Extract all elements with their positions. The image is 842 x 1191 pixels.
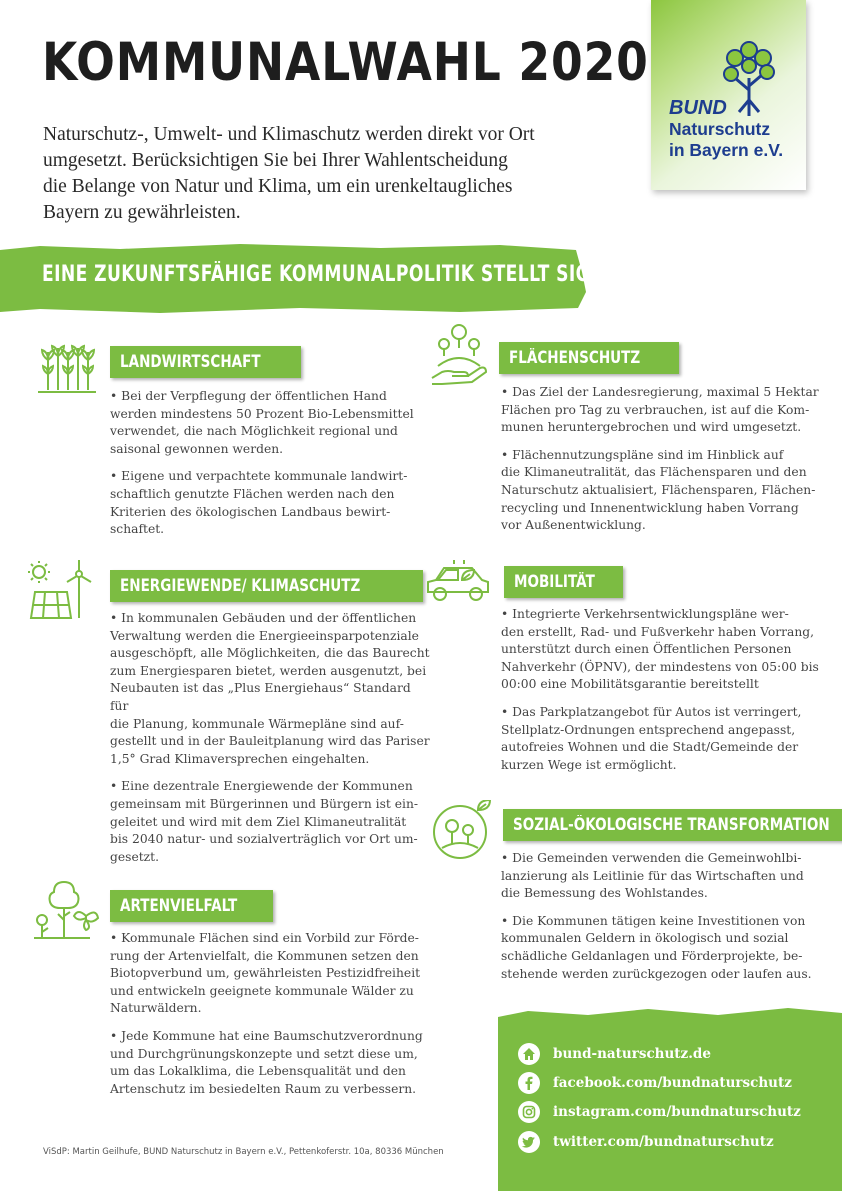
section-body	[501, 850, 831, 993]
intro-line: die Belange von Natur und Klima, um ein urenkeltaugliches	[43, 176, 513, 197]
section-artenvielfalt	[30, 878, 423, 1118]
social-link-twitter[interactable]	[518, 1131, 774, 1153]
section-title: ENERGIEWENDE/ KLIMASCHUTZ	[110, 570, 423, 602]
section-title: LANDWIRTSCHAFT	[110, 346, 301, 378]
social-links-box	[498, 1003, 842, 1191]
social-link-website[interactable]	[518, 1043, 711, 1065]
intro-line: umgesetzt. Berücksichtigen Sie bei Ihrer Wahlentscheidung	[43, 150, 508, 171]
section-flaechenschutz	[428, 322, 828, 542]
headline-banner	[0, 242, 637, 314]
logo-line: BUND	[669, 97, 727, 119]
section-energiewende	[27, 560, 430, 864]
section-body	[501, 384, 821, 545]
banner-text: EINE ZUKUNFTSFÄHIGE KOMMUNALPOLITIK STELLT SICHER:	[42, 262, 637, 287]
social-box-shape	[498, 1003, 842, 1191]
intro-line: Bayern zu gewährleisten.	[43, 202, 241, 223]
hand-holding-land-icon	[428, 322, 490, 388]
twitter-icon	[518, 1131, 540, 1153]
imprint-text: ViSdP: Martin Geilhufe, BUND Naturschutz in Bayern e.V., Pettenkoferstr. 10a, 80336 München	[43, 1147, 444, 1157]
bullet-paragraph: • Eine dezentrale Energiewende der Kommunen gemeinsam mit Bürgerinnen und Bürgern ist ein- geleitet und wird mit dem Ziel Klimaneutralität bis 2040 natur- und sozialverträglich vor Ort um- gesetzt.	[110, 779, 419, 864]
social-link-facebook[interactable]	[518, 1072, 792, 1094]
eco-car-icon	[424, 558, 492, 608]
section-body	[110, 610, 430, 876]
logo-line: in Bayern e.V.	[669, 140, 784, 160]
bullet-paragraph: • Das Ziel der Landesregierung, maximal 5 Hektar Flächen pro Tag zu verbrauchen, ist auf die Kom- munen heruntergebrochen und wird umgesetzt.	[501, 385, 819, 435]
bullet-paragraph: • Jede Kommune hat eine Baumschutzverordnung und Durchgrünungskonzepte und setzt diese um, um das Lokalklima, die Lebensqualität und den Artenschutz im besiedelten Raum zu verbessern.	[110, 1028, 423, 1096]
social-link-instagram[interactable]	[518, 1101, 801, 1123]
facebook-icon	[518, 1072, 540, 1094]
logo-wordmark	[669, 98, 783, 161]
bund-logo	[651, 0, 806, 190]
social-link-text: bund-naturschutz.de	[553, 1046, 711, 1062]
home-icon	[518, 1043, 540, 1065]
social-link-text: instagram.com/bundnaturschutz	[553, 1104, 801, 1120]
section-title: FLÄCHENSCHUTZ	[499, 342, 679, 374]
bullet-paragraph: • Eigene und verpachtete kommunale landwirt- schaftlich genutzte Flächen werden nach den Kriterien des ökologischen Landbaus bewirt- schaftet.	[110, 469, 408, 537]
logo-line: Naturschutz	[669, 119, 771, 139]
bullet-paragraph: • Flächennutzungspläne sind im Hinblick auf die Klimaneutralität, das Flächensparen und den Naturschutz aktualisiert, Flächensparen, Flächen- recycling und Innenentwicklung haben Vorrang vor Außenentwicklung.	[501, 447, 816, 533]
section-sozial	[430, 800, 835, 1000]
crops-icon	[36, 340, 98, 396]
bullet-paragraph: • Bei der Verpflegung der öffentlichen Hand werden mindestens 50 Prozent Bio-Lebensmittel verwendet, die nach Möglichkeit regional und saisonal gewonnen werden.	[110, 389, 414, 456]
section-body	[501, 606, 821, 784]
section-body	[110, 930, 430, 1108]
page-title: KOMMUNALWAHL 2020	[42, 32, 649, 93]
section-title: SOZIAL-ÖKOLOGISCHE TRANSFORMATION	[503, 809, 842, 841]
section-mobilitaet	[424, 558, 824, 788]
eco-globe-icon	[430, 800, 494, 864]
intro-text	[43, 122, 643, 226]
section-title: ARTENVIELFALT	[110, 890, 273, 922]
bullet-paragraph: • Die Gemeinden verwenden die Gemeinwohlbi- lanzierung als Leitlinie für das Wirtschaften und die Bemessung des Wohlstandes.	[501, 851, 804, 901]
bullet-paragraph: • In kommunalen Gebäuden und der öffentlichen Verwaltung werden die Energieeinsparpotenziale ausgeschöpft, alle Möglichkeiten, die das Baurecht zum Energiesparen bietet, werden ausgenutzt, bei Neubauten ist das „Plus Energiehaus“ Standard für die Planung, kommunale Wärmepläne sind auf- gestellt und in der Bauleitplanung wird das Pariser 1,5° Grad Klimaversprechen eingehalten.	[110, 611, 430, 766]
bullet-paragraph: • Kommunale Flächen sind ein Vorbild zur Förde- rung der Artenvielfalt, die Kommunen setzen den Biotopverbund um, gewährleisten Pestizidfreiheit und entwickeln geeignete kommunale Wälder zu Naturwäldern.	[110, 931, 421, 1016]
section-landwirtschaft	[36, 340, 416, 550]
social-link-text: facebook.com/bundnaturschutz	[553, 1075, 792, 1091]
bullet-paragraph: • Die Kommunen tätigen keine Investitionen von kommunalen Geldern in ökologisch und sozial schädliche Geldanlagen und Förderprojekte, be- stehende werden zurückgezogen oder laufen aus.	[501, 913, 812, 981]
tree-butterfly-icon	[30, 878, 102, 942]
intro-line: Naturschutz-, Umwelt- und Klimaschutz werden direkt vor Ort	[43, 124, 535, 145]
bullet-paragraph: • Integrierte Verkehrsentwicklungspläne wer- den erstellt, Rad- und Fußverkehr haben Vorrang, unterstützt durch einen Öffentlichen Personen Nahverkehr (ÖPNV), der mindestens von 05:00 bis 00:00 eine Mobilitätsgarantie bereitstellt	[501, 607, 819, 692]
section-title: MOBILITÄT	[504, 566, 623, 598]
section-body	[110, 388, 420, 549]
social-link-text: twitter.com/bundnaturschutz	[553, 1134, 774, 1150]
solar-wind-icon	[27, 560, 99, 620]
bullet-paragraph: • Das Parkplatzangebot für Autos ist verringert, Stellplatz-Ordnungen entsprechend angepasst, autofreies Wohnen und die Stadt/Gemeinde der kurzen Wege ist ermöglicht.	[501, 704, 802, 772]
instagram-icon	[518, 1101, 540, 1123]
